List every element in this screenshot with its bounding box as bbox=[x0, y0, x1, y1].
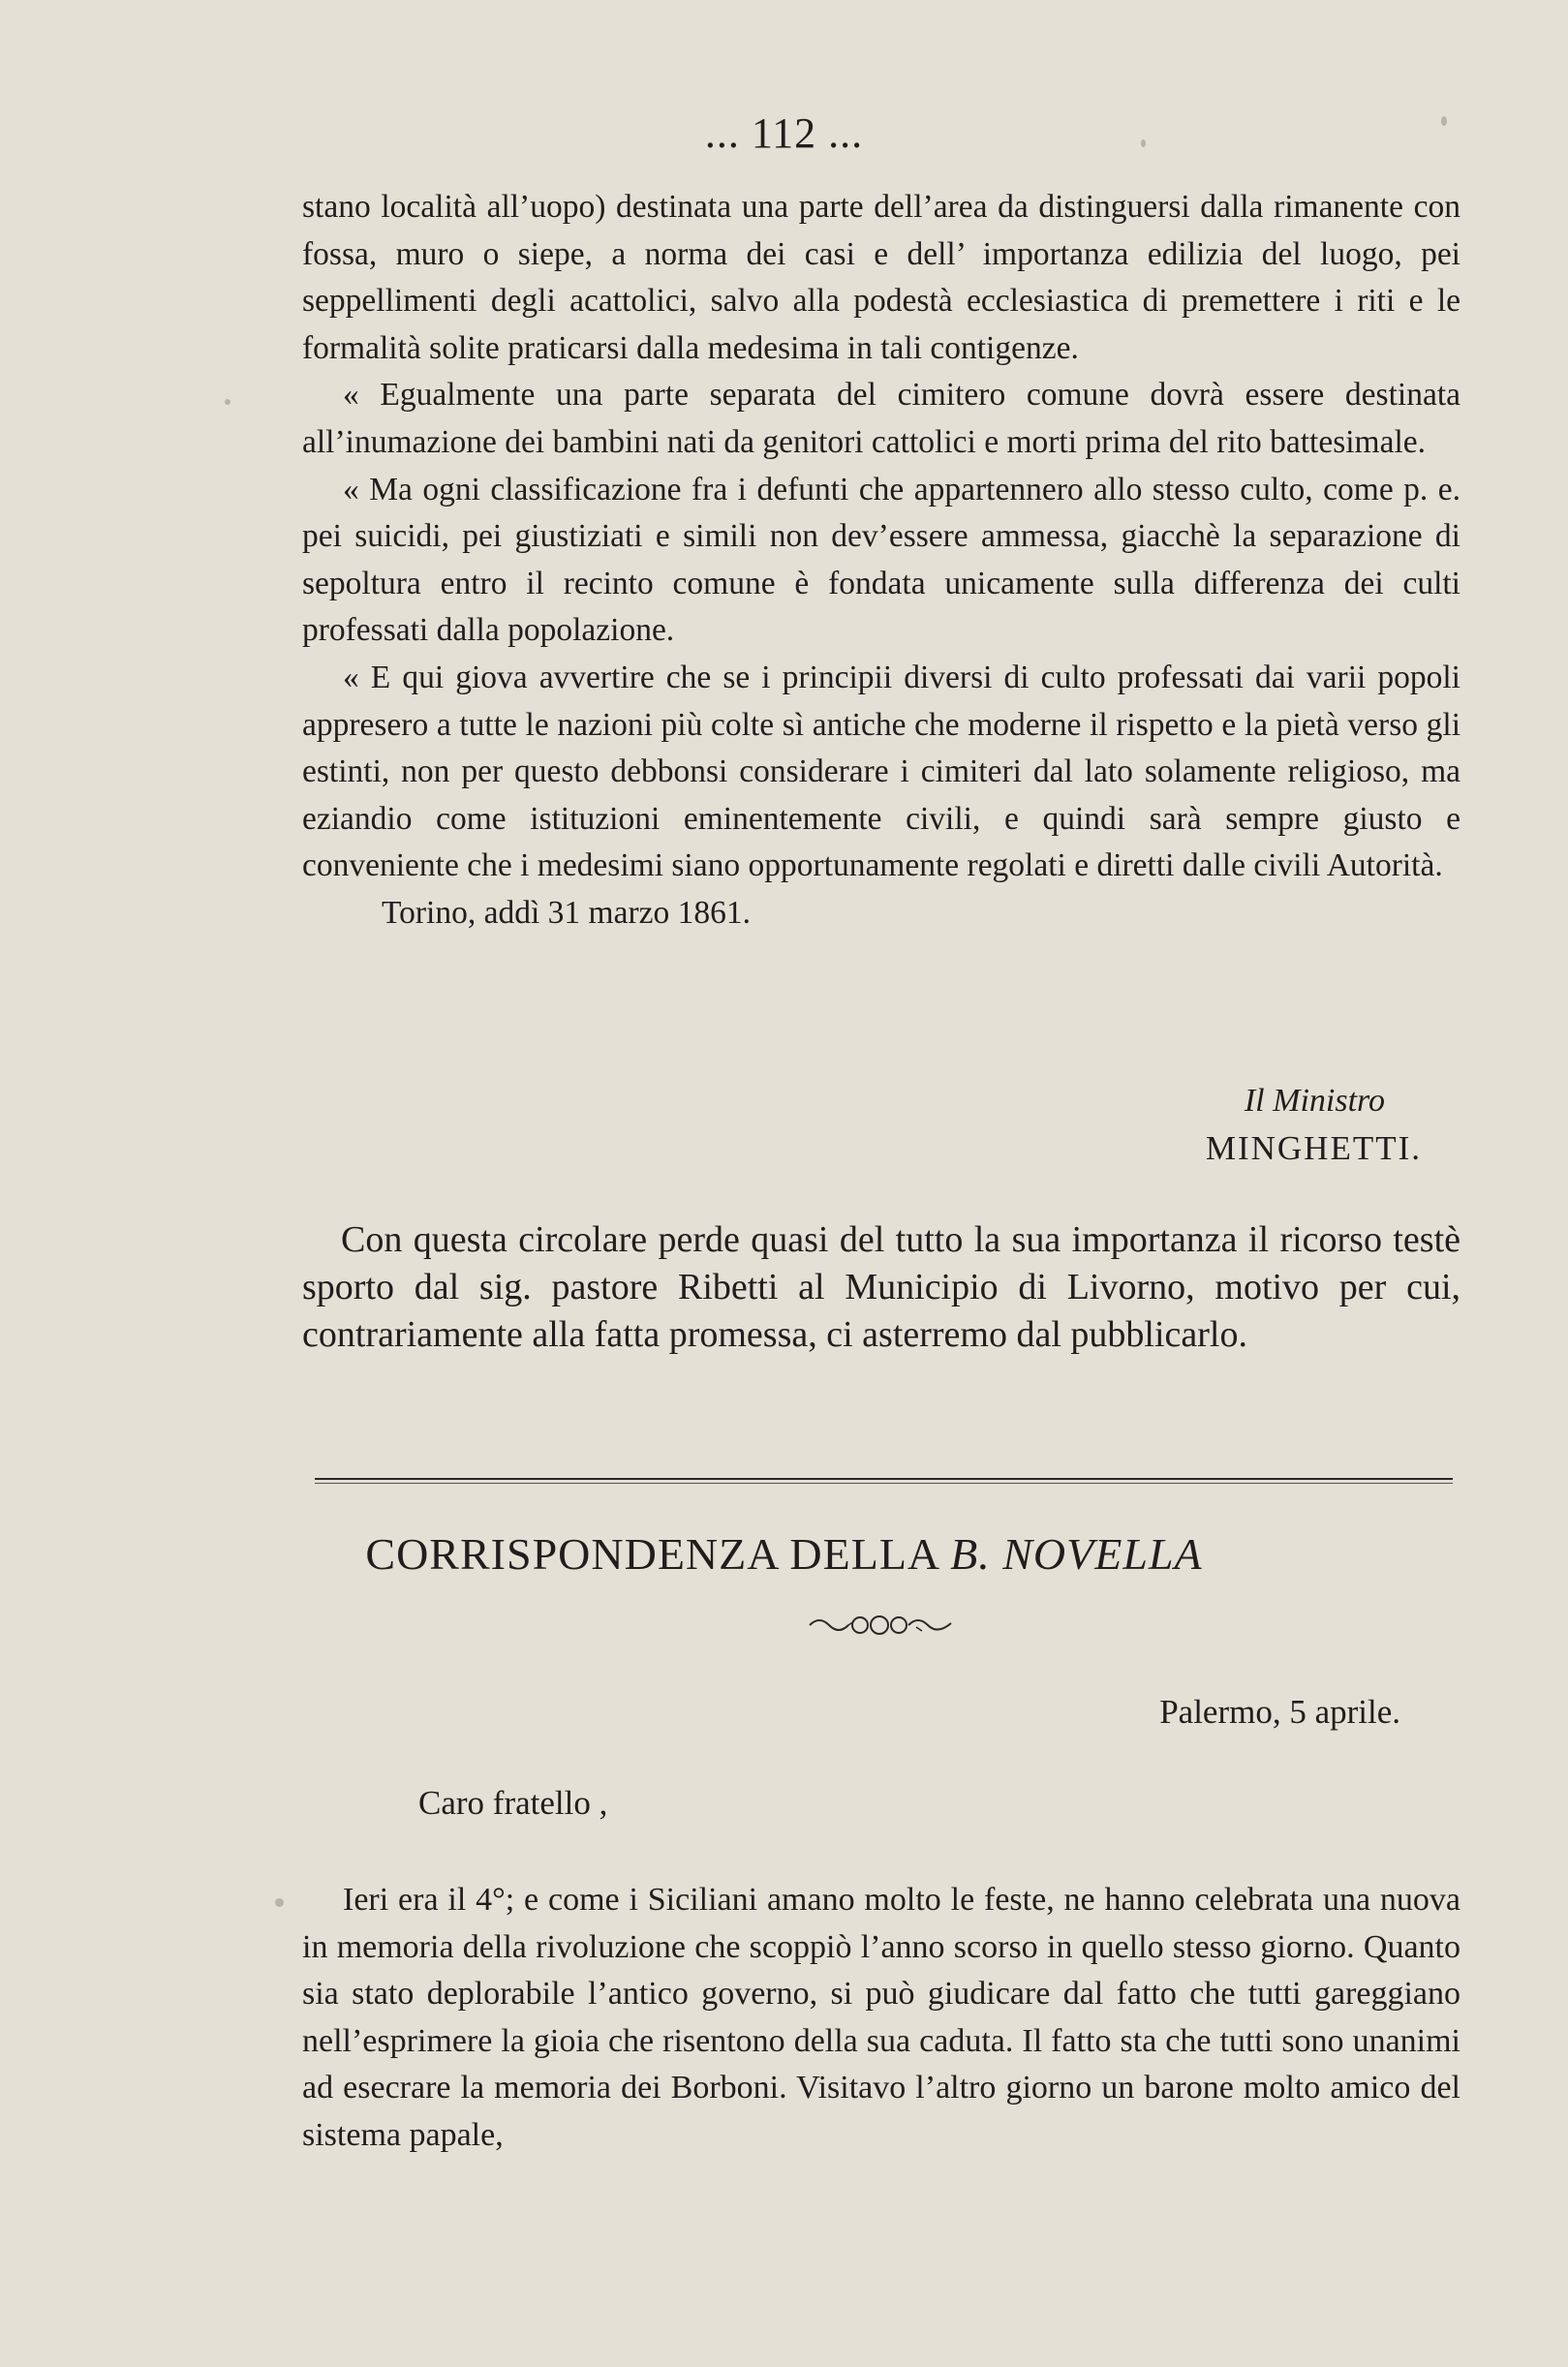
paragraph-children-burial: « Egualmente una parte separata del cimitero comune dovrà essere destinata all’inumazione dei bambini nati da genitori cattolici e morti prima del rito battesimale. bbox=[302, 377, 1460, 460]
editorial-note: Con questa circolare perde quasi del tutto la sua importanza il ricorso testè sporto dal sig. pastore Ribetti al Municipio di Livorno, motivo per cui, contrariamente alla fatta promessa, ci asterremo dal pubblicarlo. bbox=[302, 1219, 1460, 1355]
letter-salutation: Caro fratello , bbox=[418, 1784, 608, 1822]
section-heading-italic: B. NOVELLA bbox=[950, 1529, 1203, 1579]
paper-speck bbox=[225, 399, 231, 405]
paper-speck bbox=[1141, 139, 1146, 147]
signature-name: MINGHETTI. bbox=[1205, 1129, 1422, 1167]
section-heading-text: CORRISPONDENZA DELLA bbox=[365, 1529, 951, 1579]
section-divider bbox=[315, 1478, 1453, 1480]
paper-speck bbox=[275, 1898, 284, 1907]
page-number: ... 112 ... bbox=[704, 109, 864, 157]
place-date: Torino, addì 31 marzo 1861. bbox=[382, 894, 751, 931]
paragraph-classification: « Ma ogni classificazione fra i defunti che appartennero allo stesso culto, come p. e. pei suicidi, pei giustiziati e simili non dev’essere ammessa, giacchè la separazione di sepoltura entro il recinto comune è fondata unicamente sulla differenza dei culti professati dalla popolazione. bbox=[302, 471, 1460, 649]
paragraph-civil-institutions: « E qui giova avvertire che se i principii diversi di culto professati dai varii popoli appresero a tutte le nazioni più colte sì antiche che moderne il rispetto e la pietà verso gli estinti, non per questo debbonsi considerare i cimiteri dal lato solamente religioso, ma eziandio come istituzioni eminentemente civili, e quindi sarà sempre giusto e conveniente che i medesimi siano opportunamente regolati e diretti dalle civili Autorità. bbox=[302, 659, 1460, 884]
paper-speck bbox=[1441, 116, 1447, 126]
letter-body: Ieri era il 4°; e come i Siciliani amano molto le feste, ne hanno celebrata una nuova in memoria della rivoluzione che scoppiò l’anno scorso in quello stesso giorno. Quanto sia stato deplorabile l’antico governo, si può giudicare dal fatto che tutti gareggiano nell’esprimere la gioia che risentono della sua caduta. Il fatto sta che tutti sono unanimi ad esecrare la memoria dei Borboni. Visitavo l’altro giorno un barone molto amico del sistema papale, bbox=[302, 1882, 1460, 2153]
section-heading bbox=[0, 1528, 1568, 1580]
section-divider-thin bbox=[315, 1483, 1453, 1484]
ornament-flourish-icon bbox=[806, 1608, 961, 1641]
signature-title: Il Ministro bbox=[1244, 1083, 1385, 1119]
letter-dateline: Palermo, 5 aprile. bbox=[1159, 1693, 1400, 1731]
circular-text bbox=[302, 184, 1460, 938]
paragraph-continuation: stano località all’uopo) destinata una parte dell’area da distinguersi dalla rimanente con fossa, muro o siepe, a norma dei casi e dell’ importanza edilizia del luogo, pei seppellimenti degli acattolici, salvo alla podestà ecclesiastica di premettere i riti e le formalità solite praticarsi dalla medesima in tali contigenze. bbox=[302, 189, 1460, 366]
